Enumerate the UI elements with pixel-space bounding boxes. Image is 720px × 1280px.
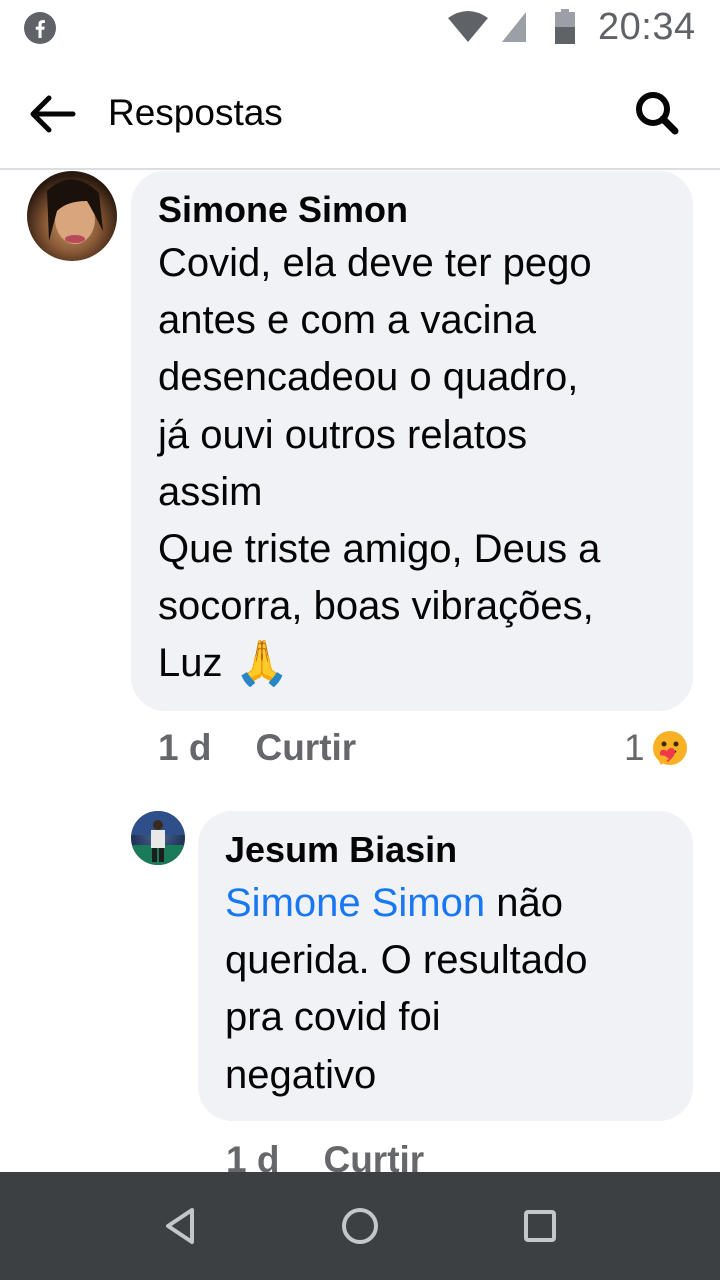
comment-line-rest: não: [485, 881, 563, 925]
system-back-button[interactable]: [152, 1198, 208, 1254]
clock: 20:34: [598, 6, 696, 48]
care-reaction-icon: [651, 729, 689, 767]
comment-line: já ouvi outros relatos: [158, 412, 528, 457]
header: [0, 56, 720, 170]
comment-line: pra covid foi: [225, 995, 441, 1040]
comment-line: querida. O resultado: [225, 938, 588, 983]
facebook-icon: [24, 12, 56, 44]
comment-line: negativo: [225, 1052, 377, 1097]
comment-line: Covid, ela deve ter pego: [158, 241, 592, 285]
comment-time[interactable]: 1 d: [226, 1139, 280, 1172]
reply-bubble[interactable]: [198, 811, 693, 1121]
comment-text: [158, 235, 667, 693]
comments-list: [0, 171, 720, 1172]
wifi-icon: [448, 10, 488, 44]
comment-line: [225, 875, 667, 932]
comment-line: Que triste amigo, Deus a: [158, 527, 601, 572]
avatar[interactable]: [131, 811, 185, 865]
comment-time[interactable]: 1 d: [158, 727, 212, 768]
triangle-back-icon: [162, 1206, 198, 1246]
mention-link[interactable]: Simone Simon: [225, 881, 486, 925]
system-home-button[interactable]: [332, 1198, 388, 1254]
reaction-count: 1: [624, 727, 645, 768]
signal-icon: [500, 10, 528, 44]
comment-line: assim: [158, 469, 263, 514]
system-nav-bar: [0, 1172, 720, 1280]
avatar-photo: [131, 811, 185, 865]
comment-line: desencadeou o quadro,: [158, 355, 579, 400]
back-button[interactable]: [22, 84, 82, 144]
comment-author[interactable]: Jesum Biasin: [225, 829, 458, 870]
comment-line: Luz: [158, 641, 223, 686]
comment-bubble[interactable]: [131, 171, 693, 711]
system-recents-button[interactable]: [512, 1198, 568, 1254]
comment-actions: [226, 1139, 424, 1172]
search-button[interactable]: [626, 82, 688, 144]
battery-icon: [554, 9, 576, 45]
search-icon: [633, 89, 681, 137]
comment-actions: [158, 727, 356, 769]
folded-hands-icon: 🙏: [234, 639, 290, 689]
reaction-summary[interactable]: [624, 727, 689, 769]
comment-line: socorra, boas vibrações,: [158, 584, 594, 629]
like-button[interactable]: Curtir: [323, 1139, 425, 1172]
avatar-photo: [27, 171, 117, 261]
comment-author[interactable]: Simone Simon: [158, 189, 409, 230]
like-button[interactable]: Curtir: [255, 727, 357, 768]
square-recents-icon: [522, 1208, 558, 1244]
avatar[interactable]: [27, 171, 117, 261]
comment-text: [225, 875, 667, 1104]
arrow-left-icon: [27, 94, 77, 134]
page-title: Respostas: [108, 92, 283, 133]
comment-line: antes e com a vacina: [158, 298, 536, 343]
circle-home-icon: [340, 1206, 380, 1246]
status-bar: [0, 0, 720, 56]
comment-line-last: [158, 635, 667, 692]
